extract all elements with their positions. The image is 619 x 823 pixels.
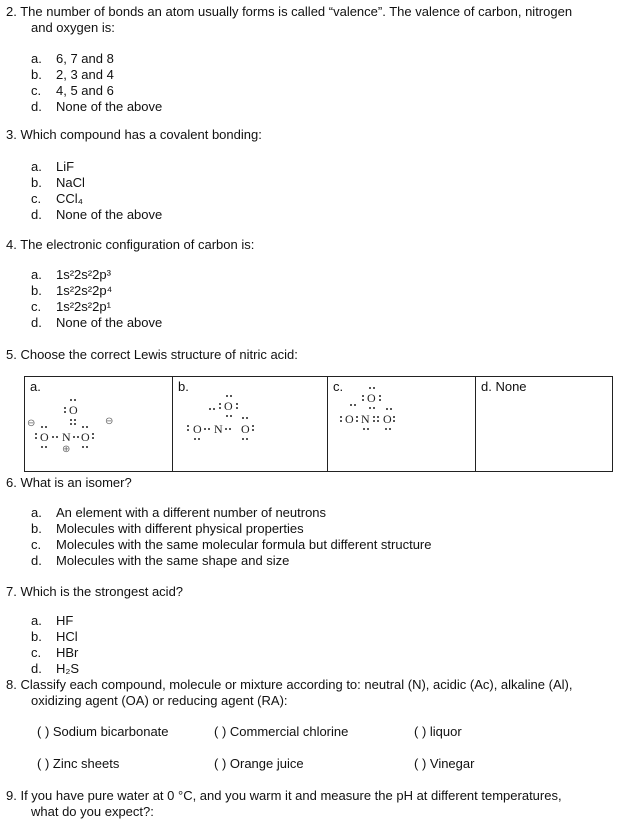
question-3: 3. Which compound has a covalent bonding: (6, 127, 262, 142)
atom-o-left: O (345, 412, 354, 426)
q2-option-b: b. 2, 3 and 4 (31, 67, 114, 82)
q7-option-b: b. HCl (31, 629, 78, 644)
classify-item: ( ) Commercial chlorine (214, 724, 349, 739)
lone-pair-icon (194, 438, 196, 440)
q2-option-a: a. 6, 7 and 8 (31, 51, 114, 66)
bond-pair-icon (73, 436, 75, 438)
bond-pair-icon (356, 416, 358, 418)
lone-pair-icon (252, 425, 254, 427)
lone-pair-icon (70, 399, 72, 401)
option-d-cell: d. None (476, 377, 613, 472)
double-bond-icon (373, 416, 375, 418)
question-2: 2. The number of bonds an atom usually forms is called “valence”. The valence of carbon, nitrogen (6, 4, 573, 19)
lone-pair-icon (350, 404, 352, 406)
lone-pair-icon (219, 403, 221, 405)
q7-option-d: d. H₂S (31, 661, 80, 676)
option-b-cell (173, 377, 328, 472)
q4-option-b: b. 1s²2s²2p⁴ (31, 283, 113, 298)
question-5: 5. Choose the correct Lewis structure of nitric acid: (6, 347, 298, 362)
q6-option-d: d. Molecules with the same shape and size (31, 553, 290, 568)
question-9: 9. If you have pure water at 0 °C, and you warm it and measure the pH at different temperatures, (6, 788, 562, 803)
lone-pair-icon (41, 426, 43, 428)
q4-option-a: a. 1s²2s²2p³ (31, 267, 111, 282)
question-7: 7. Which is the strongest acid? (6, 584, 184, 599)
lone-pair-icon (242, 438, 244, 440)
bond-pair-icon (204, 428, 206, 430)
lone-pair-icon (385, 428, 387, 430)
q4-option-c: c. 1s²2s²2p¹ (31, 299, 111, 314)
lone-pair-icon (187, 425, 189, 427)
atom-o-left: O (193, 422, 202, 436)
classify-item: ( ) Orange juice (214, 756, 304, 771)
q3-option-c: c. CCl₄ (31, 191, 83, 206)
q2-option-c: c. 4, 5 and 6 (31, 83, 114, 98)
classify-item: ( ) Sodium bicarbonate (37, 724, 169, 739)
lone-pair-icon (379, 395, 381, 397)
option-a-cell (25, 377, 173, 472)
classify-item: ( ) Vinegar (414, 756, 475, 771)
atom-n: N (214, 422, 223, 436)
plus-charge-icon: ⊕ (62, 444, 71, 455)
minus-charge-icon: ⊖ (105, 416, 114, 427)
bond-pair-icon (369, 407, 371, 409)
atom-n: N (361, 412, 370, 426)
question-4: 4. The electronic configuration of carbon is: (6, 237, 255, 252)
lone-pair-icon (82, 426, 84, 428)
question-8-cont: oxidizing agent (OA) or reducing agent (RA): (31, 693, 288, 708)
cell-label: c. (333, 379, 344, 394)
lone-pair-icon (92, 433, 94, 435)
lone-pair-icon (393, 416, 395, 418)
lone-pair-icon (363, 428, 365, 430)
bond-pair-icon (52, 436, 54, 438)
question-8: 8. Classify each compound, molecule or mixture according to: neutral (N), acidic (Ac), alkaline (Al), (6, 677, 573, 692)
q2-option-d: d. None of the above (31, 99, 163, 114)
q3-option-a: a. LiF (31, 159, 75, 174)
atom-o-top: O (224, 399, 233, 413)
lone-pair-icon (362, 395, 364, 397)
atom-o-top: O (69, 403, 78, 417)
lone-pair-icon (35, 433, 37, 435)
cell-label: b. (178, 379, 189, 394)
question-9-cont: what do you expect?: (31, 804, 154, 819)
lone-pair-icon (340, 416, 342, 418)
option-c-cell (328, 377, 476, 472)
lone-pair-icon (226, 395, 228, 397)
bond-pair-icon (226, 415, 228, 417)
q3-option-b: b. NaCl (31, 175, 85, 190)
q3-option-d: d. None of the above (31, 207, 163, 222)
atom-o-left: O (40, 430, 49, 444)
lone-pair-icon (41, 446, 43, 448)
lone-pair-icon (369, 387, 371, 389)
atom-o-right: O (383, 412, 392, 426)
question-2-cont: and oxygen is: (31, 20, 115, 35)
q6-option-c: c. Molecules with the same molecular formula but different structure (31, 537, 432, 552)
lone-pair-icon (386, 408, 388, 410)
minus-charge-icon: ⊖ (27, 418, 36, 429)
cell-label: a. (30, 379, 41, 394)
classify-item: ( ) liquor (414, 724, 462, 739)
bond-pair-icon (225, 428, 227, 430)
q4-option-d: d. None of the above (31, 315, 163, 330)
q6-option-b: b. Molecules with different physical properties (31, 521, 304, 536)
classify-item: ( ) Zinc sheets (37, 756, 120, 771)
q7-option-c: c. HBr (31, 645, 79, 660)
question-6: 6. What is an isomer? (6, 475, 132, 490)
double-bond-icon (70, 419, 72, 421)
lone-pair-icon (209, 408, 211, 410)
lone-pair-icon (242, 417, 244, 419)
lone-pair-icon (82, 446, 84, 448)
atom-o-right: O (241, 422, 250, 436)
atom-n: N (62, 430, 71, 444)
q7-option-a: a. HF (31, 613, 74, 628)
lone-pair-icon (236, 403, 238, 405)
lone-pair-icon (64, 407, 66, 409)
lewis-structure-table (24, 376, 613, 472)
q6-option-a: a. An element with a different number of neutrons (31, 505, 327, 520)
atom-o-top: O (367, 391, 376, 405)
atom-o-right: O (81, 430, 90, 444)
